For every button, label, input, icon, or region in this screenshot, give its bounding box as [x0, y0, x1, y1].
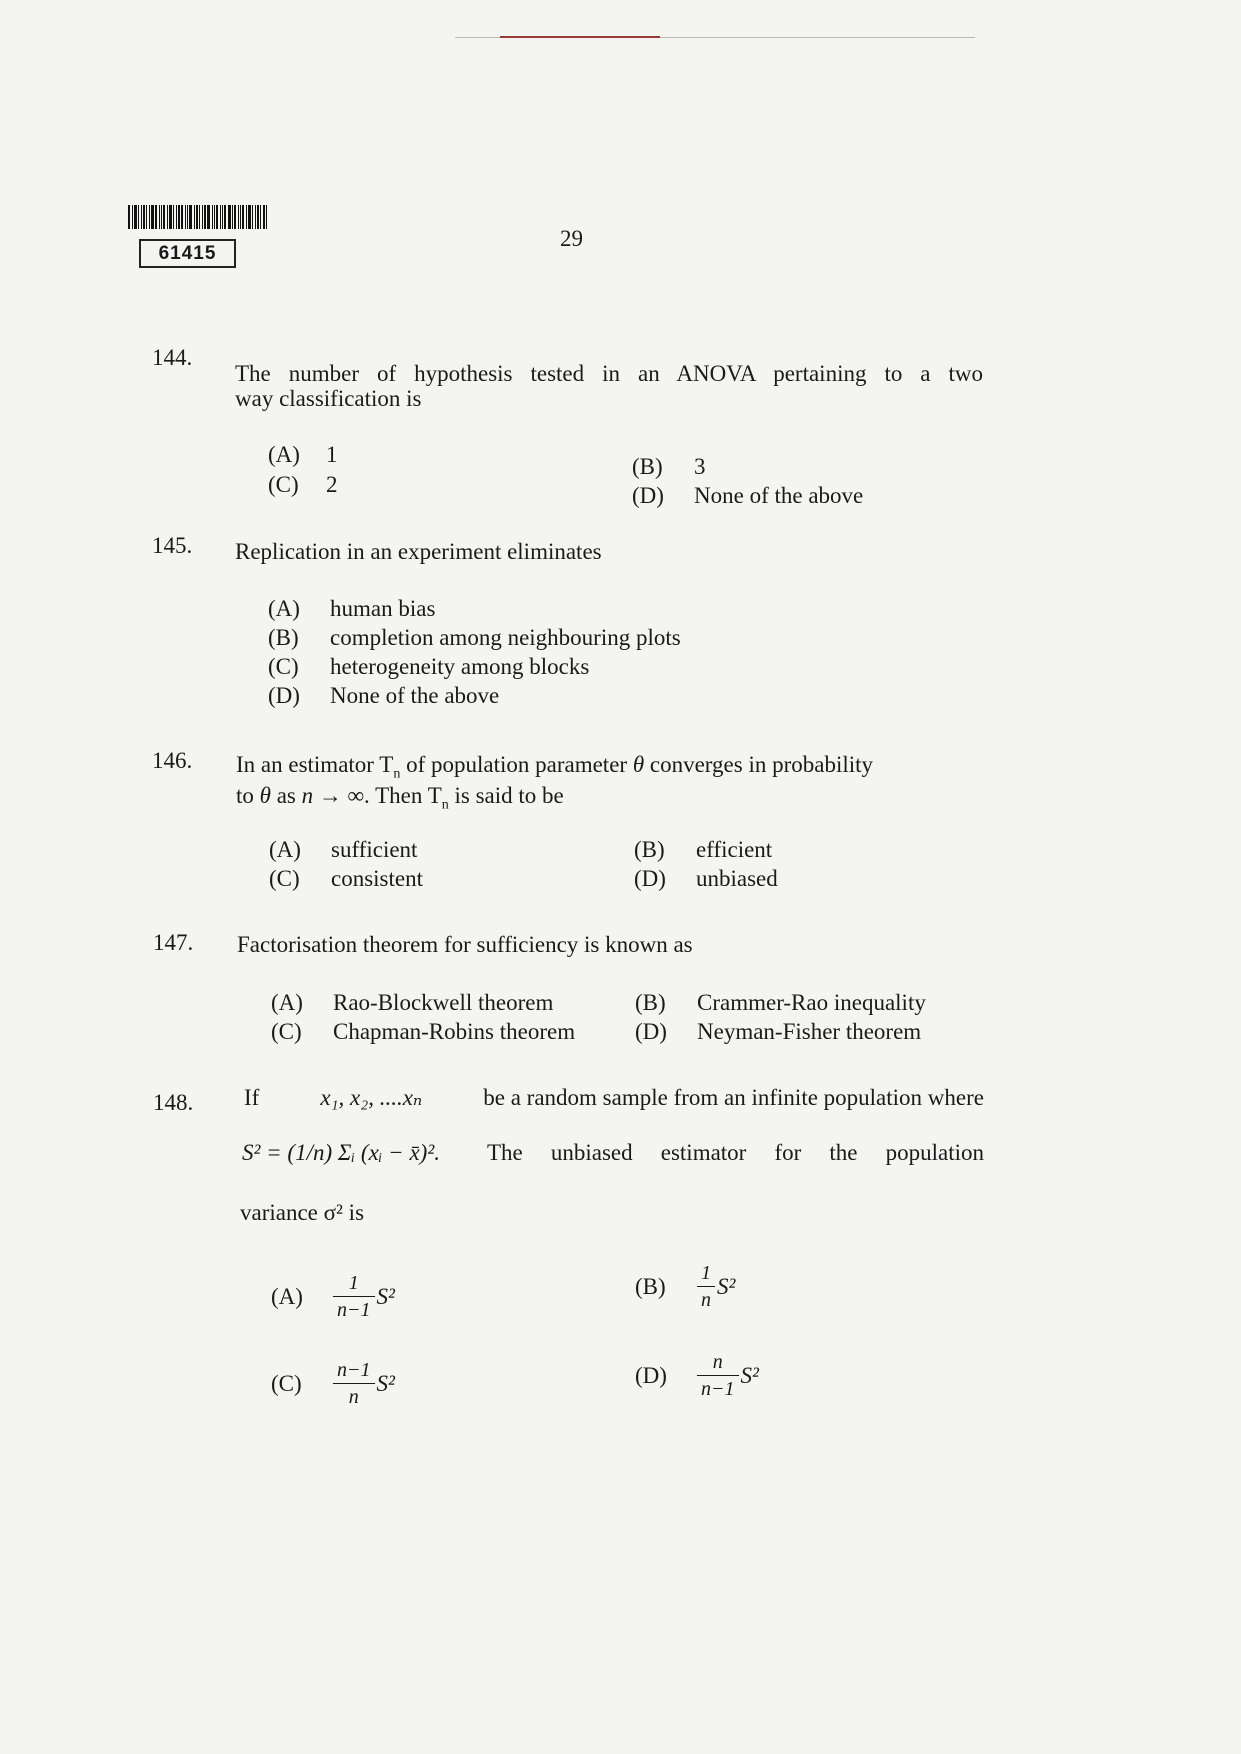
barcode-bar	[176, 205, 177, 229]
top-rule	[455, 37, 975, 38]
option-text: Crammer-Rao inequality	[697, 990, 926, 1015]
option-label: (C)	[269, 866, 300, 891]
barcode-bar	[220, 205, 221, 229]
option-text: Chapman-Robins theorem	[333, 1019, 576, 1044]
question-text: Factorisation theorem for sufficiency is known as	[237, 932, 693, 957]
text-run: to	[236, 783, 260, 808]
option-label: (D)	[632, 483, 664, 508]
option-c	[268, 654, 589, 680]
barcode-bar	[149, 205, 150, 229]
option-label: (D)	[268, 683, 300, 708]
option-d	[632, 483, 863, 509]
option-b	[635, 1263, 735, 1310]
fraction	[333, 1273, 375, 1320]
option-d	[268, 683, 499, 709]
numerator: n−1	[333, 1360, 375, 1384]
barcode-bar	[246, 205, 247, 229]
barcode-bar	[216, 205, 218, 229]
question-number: 148.	[153, 1090, 194, 1115]
option-label: (C)	[268, 654, 299, 679]
option-text: consistent	[331, 866, 423, 891]
barcode-bar	[181, 205, 183, 229]
text-run: as	[270, 783, 302, 808]
subscript: n	[441, 797, 449, 813]
page-number: 29	[560, 226, 583, 251]
option-a	[268, 596, 435, 622]
option-a	[271, 1273, 395, 1320]
text-run: If	[244, 1085, 260, 1110]
barcode-bar	[138, 205, 139, 229]
subscript: n	[393, 766, 401, 782]
option-label: (C)	[268, 472, 299, 497]
barcode-bar	[257, 205, 259, 229]
option-label: (B)	[632, 454, 663, 479]
theta-symbol: θ	[259, 783, 271, 808]
numerator: 1	[333, 1273, 375, 1297]
barcode-bar	[222, 205, 223, 229]
option-text: Rao-Blockwell theorem	[333, 990, 554, 1015]
option-d	[635, 1352, 759, 1399]
option-label: (A)	[268, 596, 300, 621]
option-text: sufficient	[331, 837, 418, 862]
theta-symbol: θ	[632, 752, 645, 777]
option-label: (A)	[271, 990, 303, 1015]
barcode-bar	[207, 205, 210, 229]
barcode-bar	[266, 205, 267, 229]
fraction	[333, 1360, 375, 1407]
option-suffix: S²	[376, 1370, 395, 1396]
barcode	[128, 205, 296, 229]
denominator: n−1	[337, 1299, 371, 1321]
question-number: 147.	[153, 930, 194, 955]
denominator: n	[348, 1386, 359, 1408]
option-text: heterogeneity among blocks	[330, 654, 590, 679]
barcode-bar	[134, 205, 137, 229]
variance-formula: S² = (1/n) Σᵢ (xᵢ − x̄)².	[242, 1140, 440, 1165]
option-label: (D)	[634, 866, 666, 891]
barcode-bar	[146, 205, 147, 229]
barcode-bar	[132, 205, 133, 229]
option-c	[268, 472, 338, 498]
option-b	[268, 625, 681, 651]
option-suffix: S²	[376, 1283, 395, 1309]
barcode-bar	[178, 205, 180, 229]
option-b	[634, 837, 772, 863]
barcode-bar	[260, 205, 261, 229]
option-a	[268, 442, 338, 468]
option-label: (D)	[635, 1019, 667, 1044]
option-b	[635, 990, 926, 1016]
option-label: (C)	[271, 1019, 302, 1044]
barcode-bar	[248, 205, 251, 229]
option-text: completion among neighbouring plots	[330, 625, 681, 650]
option-label: (A)	[269, 837, 301, 862]
denominator: n	[701, 1289, 711, 1311]
option-label: (B)	[634, 837, 665, 862]
barcode-bar	[155, 205, 157, 229]
question-text: Replication in an experiment eliminates	[235, 539, 602, 564]
text-run: converges in probability	[644, 752, 874, 777]
barcode-bar	[128, 205, 130, 229]
option-text: None of the above	[694, 483, 864, 508]
barcode-bar	[167, 205, 168, 229]
barcode-bar	[159, 205, 160, 229]
text-run: is said to be	[448, 783, 564, 808]
barcode-bar	[240, 205, 241, 229]
barcode-bar	[143, 205, 145, 229]
option-label: (B)	[635, 1273, 666, 1299]
fraction	[697, 1263, 715, 1310]
text-run: In an estimator T	[236, 752, 394, 777]
barcode-bar	[189, 205, 192, 229]
barcode-bar	[169, 205, 172, 229]
option-label: (D)	[635, 1362, 667, 1388]
barcode-bar	[141, 205, 142, 229]
barcode-bar	[234, 205, 236, 229]
barcode-bar	[214, 205, 215, 229]
question-text: way classification is	[235, 386, 422, 411]
question-number: 145.	[152, 533, 193, 558]
option-label: (B)	[268, 625, 299, 650]
text-run: of population parameter	[400, 752, 633, 777]
option-b	[632, 454, 706, 480]
question-text: The number of hypothesis tested in an ANOVA pertaining to a two	[235, 361, 983, 386]
option-text: None of the above	[330, 683, 500, 708]
option-text: 2	[326, 472, 338, 497]
text-run: . Then T	[364, 783, 442, 808]
paper-code-box: 61415	[139, 239, 236, 268]
option-c	[271, 1360, 395, 1407]
barcode-bar	[187, 205, 188, 229]
question-text	[236, 780, 564, 821]
text-run: be a random sample from an infinite population where	[483, 1085, 984, 1110]
option-text: 3	[694, 454, 706, 479]
denominator: n−1	[701, 1378, 735, 1400]
barcode-bar	[185, 205, 186, 229]
question-number: 146.	[152, 748, 193, 773]
question-text	[244, 1082, 984, 1113]
barcode-bar	[232, 205, 233, 229]
barcode-bar	[263, 205, 265, 229]
fraction	[697, 1352, 739, 1399]
option-c	[269, 866, 423, 892]
question-text: The unbiased estimator for the population	[487, 1140, 984, 1165]
barcode-bar	[194, 205, 195, 229]
option-suffix: S²	[740, 1362, 759, 1388]
barcode-bar	[163, 205, 165, 229]
option-d	[634, 866, 778, 892]
option-a	[271, 990, 553, 1016]
barcode-bar	[161, 205, 162, 229]
option-text: efficient	[696, 837, 773, 862]
option-label: (B)	[635, 990, 666, 1015]
barcode-bar	[173, 205, 174, 229]
barcode-bar	[199, 205, 200, 229]
barcode-bar	[224, 205, 226, 229]
barcode-bar	[228, 205, 231, 229]
question-number: 144.	[152, 345, 193, 370]
option-text: 1	[326, 442, 338, 467]
option-label: (A)	[268, 442, 300, 467]
barcode-bar	[212, 205, 213, 229]
option-text: Neyman-Fisher theorem	[697, 1019, 922, 1044]
option-label: (A)	[271, 1283, 303, 1309]
barcode-bar	[252, 205, 253, 229]
barcode-bar	[242, 205, 244, 229]
barcode-bar	[255, 205, 256, 229]
numerator: n	[697, 1352, 739, 1376]
limit-expression: n → ∞	[301, 783, 365, 808]
barcode-bar	[151, 205, 154, 229]
option-suffix: S²	[717, 1273, 736, 1299]
option-c	[271, 1019, 575, 1045]
question-text: variance σ² is	[240, 1200, 365, 1225]
option-a	[269, 837, 417, 863]
option-label: (C)	[271, 1370, 302, 1396]
option-text: unbiased	[696, 866, 778, 891]
barcode-bar	[202, 205, 203, 229]
option-d	[635, 1019, 921, 1045]
numerator: 1	[697, 1263, 715, 1287]
barcode-bar	[238, 205, 239, 229]
option-text: human bias	[330, 596, 436, 621]
sample-expression: x₁, x₂, ....xₙ	[320, 1085, 423, 1110]
formula	[242, 1137, 440, 1168]
barcode-bar	[196, 205, 198, 229]
barcode-bar	[204, 205, 206, 229]
